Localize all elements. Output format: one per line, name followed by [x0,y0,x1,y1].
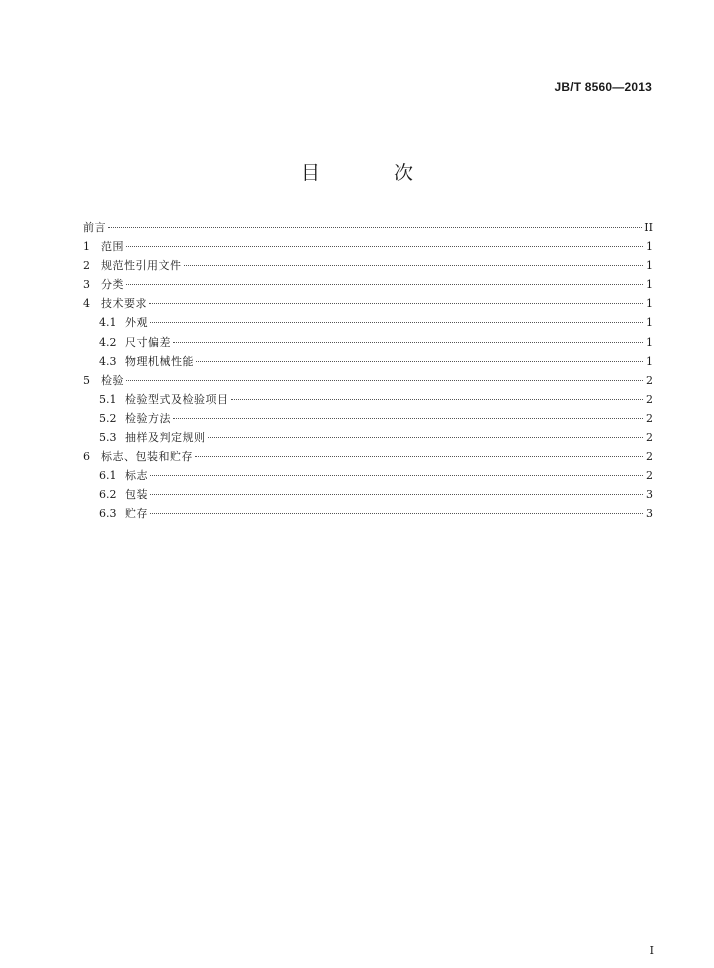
toc-entry[interactable] [83,275,653,294]
dot-leader [231,399,644,400]
toc-entry-label: 检验方法 [125,411,171,425]
toc-entry-number: 5 [83,373,90,387]
dot-leader [150,475,643,476]
toc-entry[interactable] [83,294,653,313]
toc-entry-page: 1 [646,240,653,254]
dot-leader [150,513,643,514]
toc-entry-page: 2 [646,411,653,425]
toc-entry-page: II [644,221,653,234]
toc-entry-page: 3 [646,488,653,502]
toc-entry-label: 尺寸偏差 [125,335,171,349]
toc-entry-label: 贮存 [125,507,148,521]
toc-entry-page: 1 [646,259,653,273]
dot-leader [208,437,644,438]
toc-entry-number: 6.1 [99,469,117,483]
toc-entry-label: 规范性引用文件 [101,259,182,273]
dot-leader [173,418,643,419]
toc-entry-page: 1 [646,278,653,292]
toc-entry-number: 4.1 [99,316,117,330]
dot-leader [173,342,643,343]
toc-entry-number: 6.3 [99,507,117,521]
dot-leader [150,322,643,323]
toc-entry-label: 检验 [101,373,124,387]
toc-entry-number: 2 [83,259,90,273]
toc-entry[interactable] [83,218,653,237]
toc-entry[interactable] [83,485,653,504]
toc-entry[interactable] [83,256,653,275]
toc-entry-label: 物理机械性能 [125,354,194,368]
toc-entry[interactable] [83,466,653,485]
toc-entry-number: 4 [83,297,90,311]
toc-entry-page: 2 [646,469,653,483]
toc-entry[interactable] [83,409,653,428]
dot-leader [196,361,643,362]
toc-entry[interactable] [83,428,653,447]
toc-entry-page: 2 [646,373,653,387]
toc-entry-label: 前言 [83,221,106,234]
toc-entry-page: 2 [646,450,653,464]
toc-entry-number: 5.2 [99,411,117,425]
toc-entry-number: 5.1 [99,392,117,406]
dot-leader [195,456,643,457]
dot-leader [126,284,643,285]
toc-entry-number: 4.2 [99,335,117,349]
dot-leader [150,494,643,495]
page-title: 目 次 [300,162,448,184]
dot-leader [126,380,643,381]
toc-entry-label: 范围 [101,240,124,254]
toc-entry-page: 1 [646,354,653,368]
toc-entry-number: 1 [83,240,90,254]
dot-leader [149,303,643,304]
toc-entry-number: 4.3 [99,354,117,368]
toc-entry-number: 5.3 [99,431,117,445]
toc-entry[interactable] [83,447,653,466]
standard-code: JB/T 8560—2013 [554,80,652,94]
toc-entry-page: 1 [646,335,653,349]
toc-entry-page: 2 [646,392,653,406]
dot-leader [184,265,644,266]
dot-leader [126,246,643,247]
toc-entry[interactable] [83,390,653,409]
toc-entry-label: 技术要求 [101,297,147,311]
toc-entry[interactable] [83,237,653,256]
toc-entry-label: 包装 [125,488,148,502]
toc-entry-label: 抽样及判定规则 [125,431,206,445]
toc-entry[interactable] [83,352,653,371]
toc-entry-number: 3 [83,278,90,292]
toc-entry[interactable] [83,313,653,332]
toc-entry-page: 1 [646,316,653,330]
toc-entry-page: 3 [646,507,653,521]
toc-entry-label: 分类 [101,278,124,292]
page-number: I [649,944,654,957]
toc-entry-label: 外观 [125,316,148,330]
dot-leader [108,227,642,228]
toc-entry[interactable] [83,504,653,523]
toc-entry-label: 标志、包装和贮存 [101,450,193,464]
toc-entry-number: 6.2 [99,488,117,502]
toc-entry-page: 2 [646,431,653,445]
toc-entry-number: 6 [83,450,90,464]
toc-entry-page: 1 [646,297,653,311]
toc-entry[interactable] [83,371,653,390]
toc-entry[interactable] [83,333,653,352]
table-of-contents [83,218,653,524]
toc-entry-label: 检验型式及检验项目 [125,392,229,406]
toc-entry-label: 标志 [125,469,148,483]
